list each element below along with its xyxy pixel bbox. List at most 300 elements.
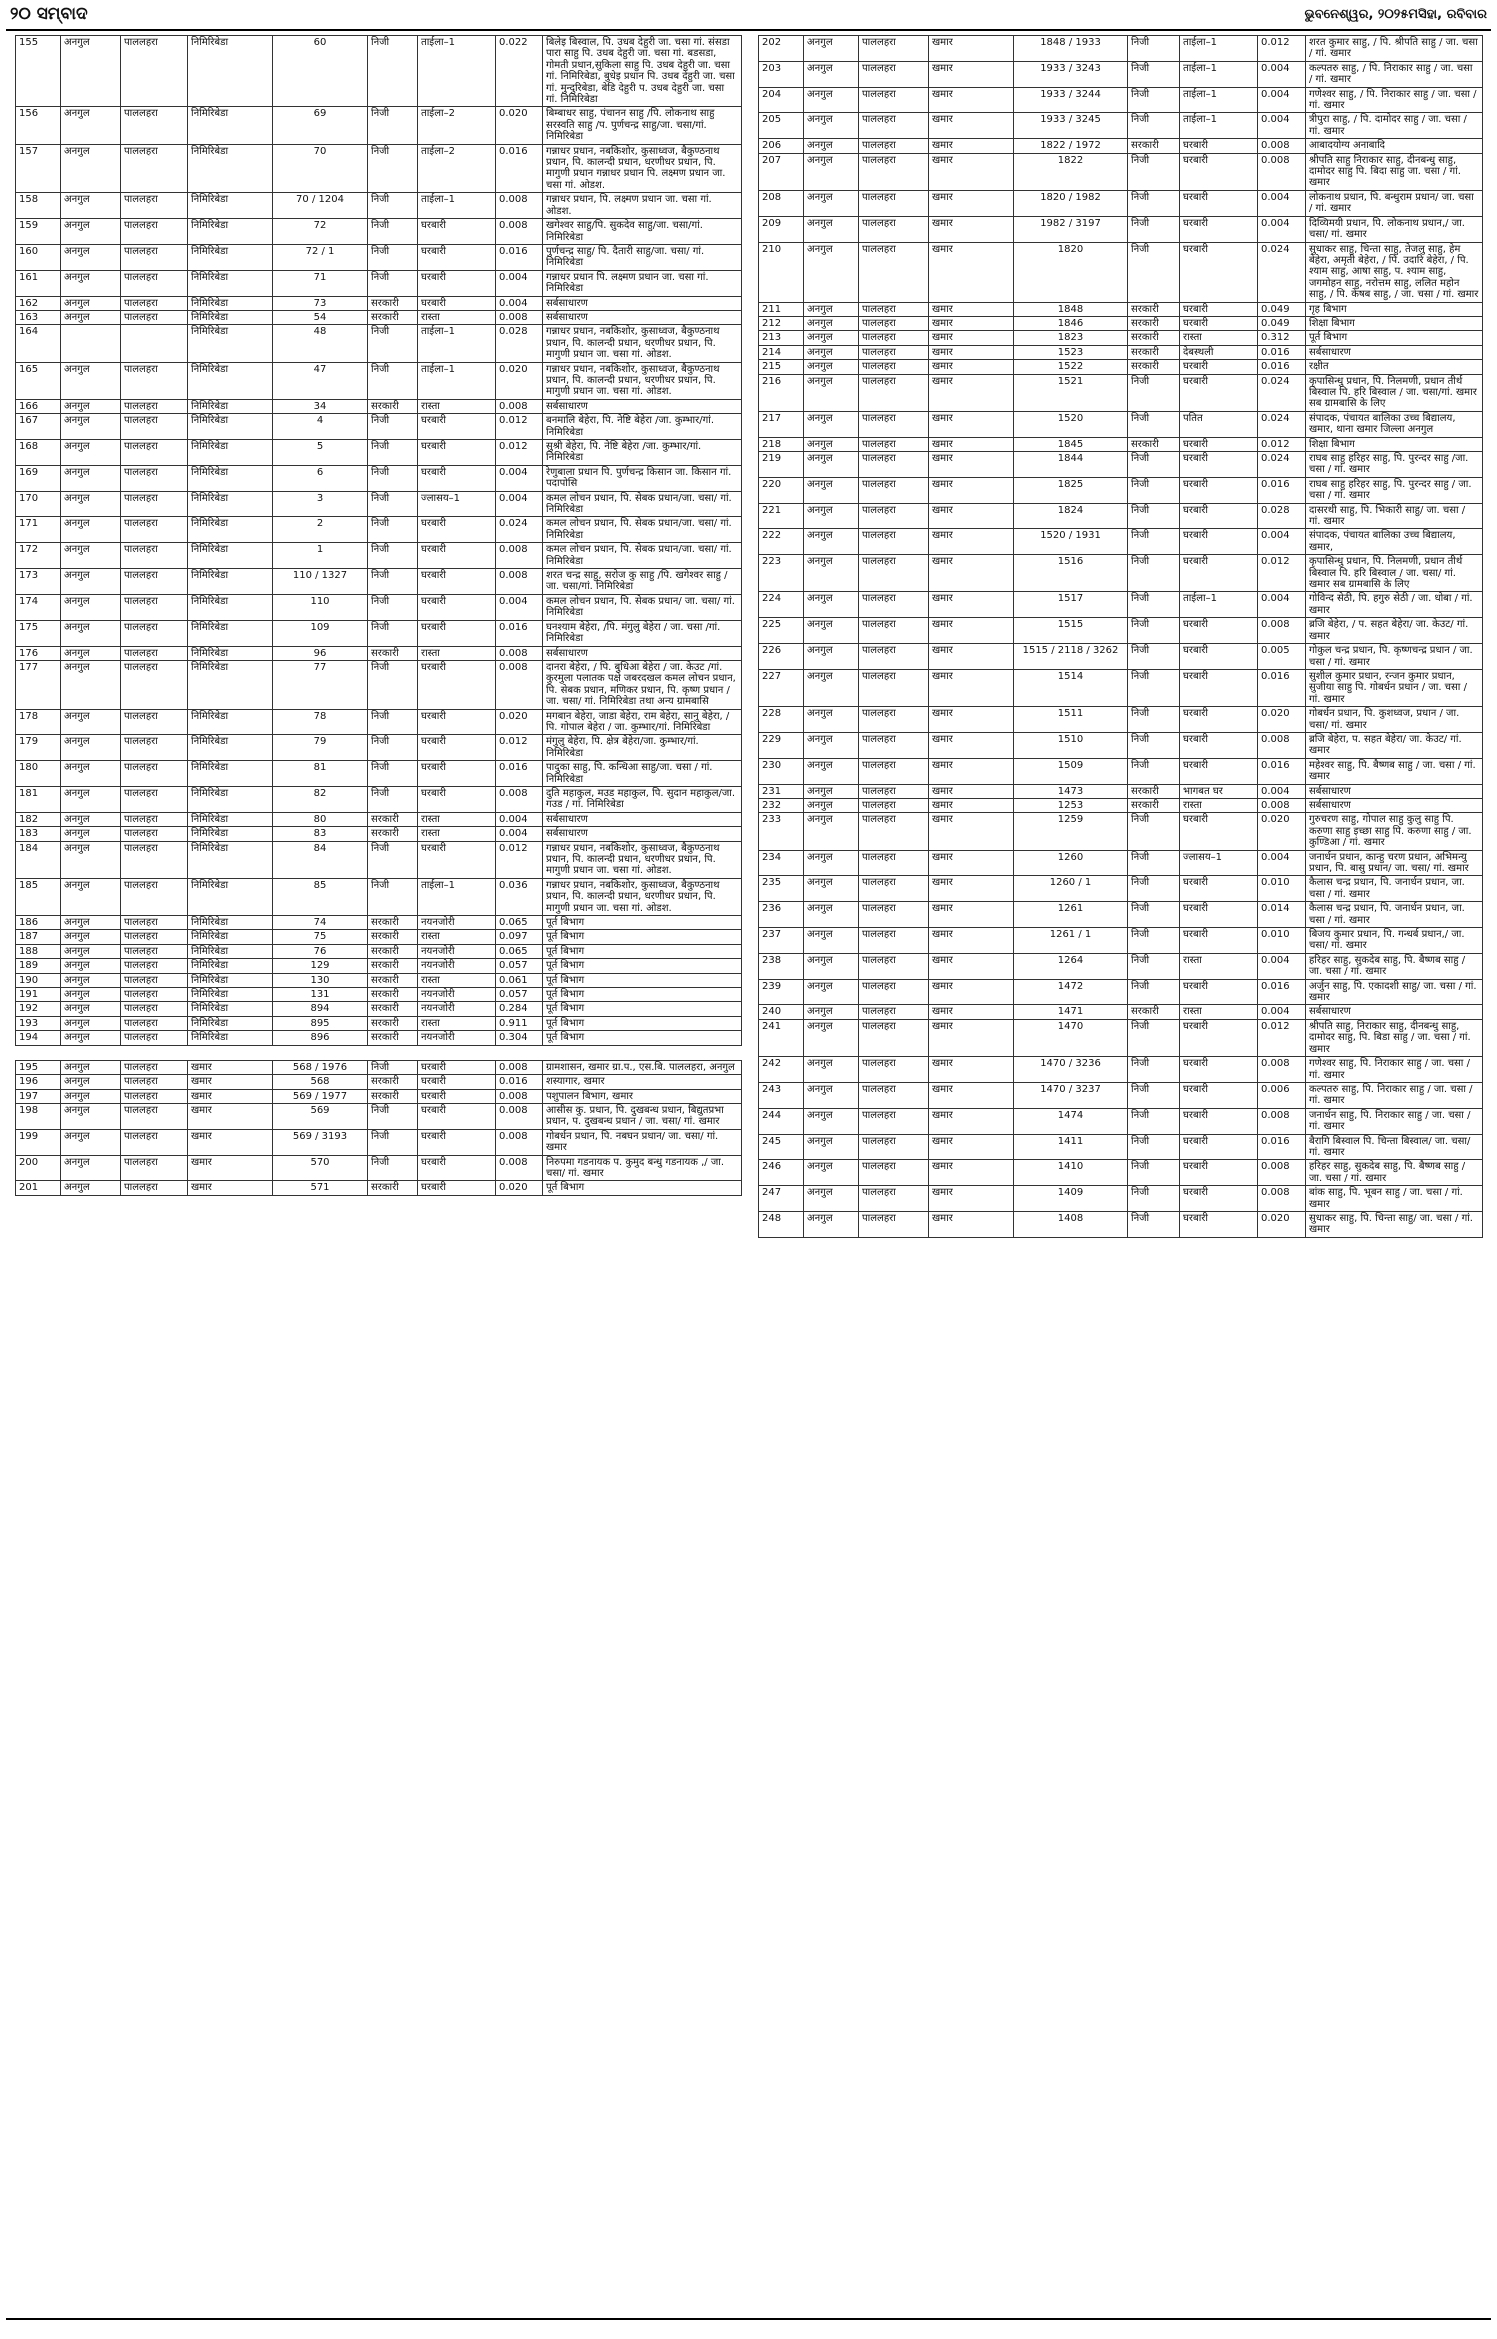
serial-no-cell: 166 bbox=[16, 399, 61, 413]
mouza-cell: खमार bbox=[929, 669, 1014, 706]
serial-no-cell: 234 bbox=[759, 850, 804, 876]
mouza-cell: खमार bbox=[188, 1075, 273, 1089]
land-class-cell: रास्ता bbox=[418, 399, 496, 413]
ownership-cell: सरकारी bbox=[368, 1181, 418, 1195]
area-cell: 0.012 bbox=[1258, 1019, 1306, 1056]
land-class-cell: घरबारी bbox=[418, 440, 496, 466]
serial-no-cell: 190 bbox=[16, 973, 61, 987]
tahasil-cell: पाललहरा bbox=[859, 1186, 929, 1212]
table-row bbox=[759, 113, 1483, 139]
table-row bbox=[759, 979, 1483, 1005]
land-class-cell: घरबारी bbox=[1180, 876, 1258, 902]
district-cell: अनगुल bbox=[804, 374, 859, 411]
district-cell: अनगुल bbox=[804, 953, 859, 979]
area-cell: 0.004 bbox=[1258, 216, 1306, 242]
serial-no-cell: 245 bbox=[759, 1134, 804, 1160]
ownership-cell: निजी bbox=[368, 414, 418, 440]
plot-no-cell: 130 bbox=[273, 973, 368, 987]
serial-no-cell: 231 bbox=[759, 784, 804, 798]
tahasil-cell: पाललहरा bbox=[859, 1160, 929, 1186]
district-cell: अनगुल bbox=[804, 1005, 859, 1019]
mouza-cell: निमिरिबेडा bbox=[188, 973, 273, 987]
ownership-cell: निजी bbox=[368, 620, 418, 646]
ownership-cell: सरकारी bbox=[368, 973, 418, 987]
table-row bbox=[759, 1134, 1483, 1160]
mouza-cell: खमार bbox=[929, 477, 1014, 503]
mouza-cell: निमिरिबेडा bbox=[188, 244, 273, 270]
district-cell: अनगुल bbox=[804, 411, 859, 437]
area-cell: 0.016 bbox=[496, 144, 543, 193]
tahasil-cell: पाललहरा bbox=[121, 1002, 188, 1016]
tahasil-cell: पाललहरा bbox=[859, 302, 929, 316]
plot-no-cell: 1411 bbox=[1014, 1134, 1128, 1160]
table-row bbox=[16, 193, 742, 219]
mouza-cell: खमार bbox=[929, 1211, 1014, 1237]
table-row bbox=[759, 555, 1483, 592]
owner-details-cell: बिलेइ बिस्वाल, पि. उधब देहुरी जा. चसा गां. संसडा पारा साहु पि. उधब देहुरी जा. चसा गां. बडसडा, गोमती प्रधान,सुकिला साहु पि. उधब देहुरी जा. चसा गां. निमिरिबेडा, बुधेइ प्रधान पि. उधब देहुरी जा. चसा गां. मुन्दुरिबेडा, बेडि देहुरी प. उधब देहुरी जा. चसा गां. निमिरिबेडा bbox=[543, 36, 742, 107]
land-class-cell: घरबारी bbox=[418, 219, 496, 245]
district-cell: अनगुल bbox=[61, 930, 121, 944]
owner-details-cell: घनश्याम बेहेरा, /पि. मंगुलु बेहेरा / जा. चसा /गां. निमिरिबेडा bbox=[543, 620, 742, 646]
table-row bbox=[759, 1019, 1483, 1056]
mouza-cell: खमार bbox=[929, 139, 1014, 153]
serial-no-cell: 229 bbox=[759, 732, 804, 758]
plot-no-cell: 74 bbox=[273, 916, 368, 930]
serial-no-cell: 191 bbox=[16, 988, 61, 1002]
tahasil-cell: पाललहरा bbox=[121, 646, 188, 660]
mouza-cell: खमार bbox=[929, 529, 1014, 555]
ownership-cell: निजी bbox=[1128, 1186, 1180, 1212]
serial-no-cell: 247 bbox=[759, 1186, 804, 1212]
owner-details-cell: गोबर्धन प्रधान, पि. कुशध्वज, प्रधान / जा. चसा/ गां. खमार bbox=[1306, 707, 1483, 733]
owner-details-cell: सर्बसाधारण bbox=[543, 812, 742, 826]
table-row bbox=[759, 953, 1483, 979]
mouza-cell: खमार bbox=[929, 452, 1014, 478]
table-row bbox=[759, 732, 1483, 758]
district-cell: अनगुल bbox=[61, 1075, 121, 1089]
serial-no-cell: 171 bbox=[16, 517, 61, 543]
area-cell: 0.020 bbox=[496, 1181, 543, 1195]
area-cell: 0.024 bbox=[1258, 242, 1306, 302]
land-class-cell: रास्ता bbox=[418, 1016, 496, 1030]
ownership-cell: निजी bbox=[368, 543, 418, 569]
mouza-cell: खमार bbox=[929, 190, 1014, 216]
serial-no-cell: 181 bbox=[16, 786, 61, 812]
ownership-cell: निजी bbox=[1128, 374, 1180, 411]
land-class-cell: नयनजोरी bbox=[418, 959, 496, 973]
owner-details-cell: कमल लोचन प्रधान, पि. सेबक प्रधान/ जा. चसा/ गां. निमिरिबेडा bbox=[543, 594, 742, 620]
plot-no-cell: 1933 / 3244 bbox=[1014, 87, 1128, 113]
left-column bbox=[15, 35, 741, 1196]
ownership-cell: निजी bbox=[1128, 1211, 1180, 1237]
land-class-cell: रास्ता bbox=[418, 812, 496, 826]
plot-no-cell: 110 bbox=[273, 594, 368, 620]
owner-details-cell: गोकुल चन्द्र प्रधान, पि. कृष्णचन्द्र प्रधान / जा. चसा / गां. खमार bbox=[1306, 644, 1483, 670]
ownership-cell: निजी bbox=[368, 144, 418, 193]
mouza-cell: खमार bbox=[929, 979, 1014, 1005]
serial-no-cell: 225 bbox=[759, 618, 804, 644]
ownership-cell: सरकारी bbox=[1128, 784, 1180, 798]
area-cell: 0.008 bbox=[1258, 618, 1306, 644]
ownership-cell: सरकारी bbox=[368, 916, 418, 930]
table-row bbox=[16, 569, 742, 595]
mouza-cell: निमिरिबेडा bbox=[188, 944, 273, 958]
land-class-cell: ताईला–1 bbox=[1180, 87, 1258, 113]
tahasil-cell: पाललहरा bbox=[121, 812, 188, 826]
land-class-cell: भागबत घर bbox=[1180, 784, 1258, 798]
area-cell: 0.020 bbox=[1258, 1211, 1306, 1237]
ownership-cell: निजी bbox=[368, 193, 418, 219]
table-row bbox=[16, 1181, 742, 1195]
ownership-cell: निजी bbox=[1128, 669, 1180, 706]
serial-no-cell: 232 bbox=[759, 798, 804, 812]
plot-no-cell: 1408 bbox=[1014, 1211, 1128, 1237]
area-cell: 0.016 bbox=[1258, 758, 1306, 784]
mouza-cell: खमार bbox=[929, 1160, 1014, 1186]
land-class-cell: नयनजोरी bbox=[418, 944, 496, 958]
land-class-cell: घरबारी bbox=[1180, 1082, 1258, 1108]
table-row bbox=[16, 930, 742, 944]
district-cell: अनगुल bbox=[61, 1016, 121, 1030]
ownership-cell: निजी bbox=[1128, 1134, 1180, 1160]
serial-no-cell: 192 bbox=[16, 1002, 61, 1016]
district-cell: अनगुल bbox=[804, 707, 859, 733]
serial-no-cell: 221 bbox=[759, 503, 804, 529]
tahasil-cell: पाललहरा bbox=[859, 411, 929, 437]
tahasil-cell: पाललहरा bbox=[121, 440, 188, 466]
area-cell: 0.008 bbox=[1258, 1108, 1306, 1134]
district-cell: अनगुल bbox=[61, 1031, 121, 1045]
serial-no-cell: 206 bbox=[759, 139, 804, 153]
tahasil-cell: पाललहरा bbox=[121, 543, 188, 569]
owner-details-cell: सुधाकर साहु, पि. चिन्ता साहु/ जा. चसा / गां. खमार bbox=[1306, 1211, 1483, 1237]
land-class-cell: घरबारी bbox=[1180, 529, 1258, 555]
owner-details-cell: बिजय कुमार प्रधान, पि. गन्धर्ब प्रधान,/ जा. चसा/ गां. खमार bbox=[1306, 928, 1483, 954]
area-cell: 0.024 bbox=[1258, 452, 1306, 478]
mouza-cell: खमार bbox=[929, 360, 1014, 374]
mouza-cell: निमिरिबेडा bbox=[188, 646, 273, 660]
land-class-cell: रास्ता bbox=[1180, 1005, 1258, 1019]
mouza-cell: खमार bbox=[929, 902, 1014, 928]
ownership-cell: निजी bbox=[368, 569, 418, 595]
mouza-cell: निमिरिबेडा bbox=[188, 107, 273, 144]
serial-no-cell: 156 bbox=[16, 107, 61, 144]
land-class-cell: घरबारी bbox=[1180, 503, 1258, 529]
area-cell: 0.004 bbox=[496, 594, 543, 620]
area-cell: 0.016 bbox=[1258, 1134, 1306, 1160]
serial-no-cell: 218 bbox=[759, 437, 804, 451]
district-cell: अनगुल bbox=[804, 850, 859, 876]
serial-no-cell: 167 bbox=[16, 414, 61, 440]
plot-no-cell: 131 bbox=[273, 988, 368, 1002]
table-row bbox=[759, 87, 1483, 113]
plot-no-cell: 3 bbox=[273, 491, 368, 517]
area-cell: 0.008 bbox=[1258, 1160, 1306, 1186]
district-cell: अनगुल bbox=[804, 928, 859, 954]
mouza-cell: खमार bbox=[929, 758, 1014, 784]
ownership-cell: निजी bbox=[368, 735, 418, 761]
table-row bbox=[759, 477, 1483, 503]
plot-no-cell: 96 bbox=[273, 646, 368, 660]
table-row bbox=[16, 827, 742, 841]
mouza-cell: खमार bbox=[929, 732, 1014, 758]
owner-details-cell: महेश्वर साहु, पि. बैष्णब साहु / जा. चसा / गां. खमार bbox=[1306, 758, 1483, 784]
serial-no-cell: 237 bbox=[759, 928, 804, 954]
ownership-cell: निजी bbox=[1128, 928, 1180, 954]
serial-no-cell: 196 bbox=[16, 1075, 61, 1089]
table-row bbox=[16, 1031, 742, 1045]
land-records-table-left bbox=[15, 35, 742, 1196]
tahasil-cell: पाललहरा bbox=[121, 959, 188, 973]
ownership-cell: निजी bbox=[368, 878, 418, 915]
tahasil-cell: पाललहरा bbox=[859, 345, 929, 359]
table-row bbox=[759, 360, 1483, 374]
tahasil-cell: पाललहरा bbox=[121, 1155, 188, 1181]
plot-no-cell: 1522 bbox=[1014, 360, 1128, 374]
land-class-cell: घरबारी bbox=[418, 465, 496, 491]
land-class-cell: घरबारी bbox=[1180, 669, 1258, 706]
land-class-cell: ताईला–1 bbox=[1180, 592, 1258, 618]
area-cell: 0.284 bbox=[496, 1002, 543, 1016]
area-cell: 0.028 bbox=[1258, 503, 1306, 529]
table-row bbox=[759, 411, 1483, 437]
tahasil-cell: पाललहरा bbox=[859, 331, 929, 345]
serial-no-cell: 217 bbox=[759, 411, 804, 437]
plot-no-cell: 1820 / 1982 bbox=[1014, 190, 1128, 216]
district-cell: अनगुल bbox=[61, 735, 121, 761]
serial-no-cell: 198 bbox=[16, 1103, 61, 1129]
plot-no-cell: 1410 bbox=[1014, 1160, 1128, 1186]
mouza-cell: खमार bbox=[929, 437, 1014, 451]
ownership-cell: निजी bbox=[368, 709, 418, 735]
district-cell: अनगुल bbox=[61, 362, 121, 399]
area-cell: 0.012 bbox=[496, 841, 543, 878]
owner-details-cell: शिक्षा बिभाग bbox=[1306, 437, 1483, 451]
ownership-cell: निजी bbox=[1128, 216, 1180, 242]
table-row bbox=[759, 242, 1483, 302]
district-cell: अनगुल bbox=[804, 876, 859, 902]
owner-details-cell: पूर्त बिभाग bbox=[543, 988, 742, 1002]
table-row bbox=[759, 1186, 1483, 1212]
owner-details-cell: गणेश्वर साहु, / पि. निराकार साहु / जा. चसा / गां. खमार bbox=[1306, 87, 1483, 113]
mouza-cell: निमिरिबेडा bbox=[188, 841, 273, 878]
owner-details-cell: बनमालि बेहेरा, पि. नेष्टि बेहेरा /जा. कुम्भार/गां. निमिरिबेडा bbox=[543, 414, 742, 440]
plot-no-cell: 1261 bbox=[1014, 902, 1128, 928]
table-row bbox=[16, 440, 742, 466]
tahasil-cell: पाललहरा bbox=[121, 878, 188, 915]
tahasil-cell: पाललहरा bbox=[859, 850, 929, 876]
serial-no-cell: 164 bbox=[16, 325, 61, 362]
ownership-cell: निजी bbox=[1128, 1082, 1180, 1108]
plot-no-cell: 1825 bbox=[1014, 477, 1128, 503]
land-class-cell: घरबारी bbox=[418, 244, 496, 270]
tahasil-cell: पाललहरा bbox=[859, 953, 929, 979]
mouza-cell: खमार bbox=[929, 850, 1014, 876]
district-cell: अनगुल bbox=[804, 36, 859, 62]
land-class-cell: घरबारी bbox=[1180, 1108, 1258, 1134]
table-row bbox=[16, 1103, 742, 1129]
area-cell: 0.012 bbox=[1258, 437, 1306, 451]
land-class-cell: नयनजोरी bbox=[418, 988, 496, 1002]
tahasil-cell: पाललहरा bbox=[859, 555, 929, 592]
plot-no-cell: 75 bbox=[273, 930, 368, 944]
district-cell: अनगुल bbox=[61, 812, 121, 826]
ownership-cell: निजी bbox=[1128, 732, 1180, 758]
table-gap-row bbox=[16, 1045, 742, 1060]
tahasil-cell: पाललहरा bbox=[859, 242, 929, 302]
owner-details-cell: कृपासिन्धु प्रधान, पि. निलमणी, प्रधान तीर्थ बिस्वाल पि. हरि बिस्वाल / जा. चसा/गां. खमार सब ग्रामबासि के लिए bbox=[1306, 374, 1483, 411]
ownership-cell: निजी bbox=[368, 594, 418, 620]
owner-details-cell: रक्षीत bbox=[1306, 360, 1483, 374]
land-class-cell: घरबारी bbox=[418, 1075, 496, 1089]
mouza-cell: निमिरिबेडा bbox=[188, 735, 273, 761]
serial-no-cell: 200 bbox=[16, 1155, 61, 1181]
footer-rule bbox=[6, 2318, 1491, 2320]
district-cell: अनगुल bbox=[61, 594, 121, 620]
district-cell: अनगुल bbox=[61, 786, 121, 812]
land-class-cell: घरबारी bbox=[1180, 316, 1258, 330]
table-row bbox=[759, 345, 1483, 359]
land-class-cell: घरबारी bbox=[418, 786, 496, 812]
ownership-cell: निजी bbox=[1128, 644, 1180, 670]
district-cell: अनगुल bbox=[804, 302, 859, 316]
ownership-cell: निजी bbox=[1128, 529, 1180, 555]
ownership-cell: सरकारी bbox=[368, 827, 418, 841]
ownership-cell: निजी bbox=[368, 362, 418, 399]
plot-no-cell: 84 bbox=[273, 841, 368, 878]
tahasil-cell: पाललहरा bbox=[859, 139, 929, 153]
mouza-cell: निमिरिबेडा bbox=[188, 296, 273, 310]
owner-details-cell: पूर्त बिभाग bbox=[543, 916, 742, 930]
plot-no-cell: 1474 bbox=[1014, 1108, 1128, 1134]
plot-no-cell: 569 bbox=[273, 1103, 368, 1129]
tahasil-cell: पाललहरा bbox=[859, 529, 929, 555]
area-cell: 0.061 bbox=[496, 973, 543, 987]
ownership-cell: सरकारी bbox=[1128, 345, 1180, 359]
mouza-cell: निमिरिबेडा bbox=[188, 219, 273, 245]
plot-no-cell: 896 bbox=[273, 1031, 368, 1045]
district-cell: अनगुल bbox=[61, 569, 121, 595]
table-row bbox=[759, 36, 1483, 62]
land-class-cell: घरबारी bbox=[1180, 139, 1258, 153]
ownership-cell: निजी bbox=[1128, 1019, 1180, 1056]
tahasil-cell: पाललहरा bbox=[121, 1060, 188, 1074]
land-class-cell: घरबारी bbox=[1180, 374, 1258, 411]
area-cell: 0.004 bbox=[1258, 529, 1306, 555]
serial-no-cell: 197 bbox=[16, 1089, 61, 1103]
land-class-cell: रास्ता bbox=[418, 973, 496, 987]
mouza-cell: खमार bbox=[929, 113, 1014, 139]
land-class-cell: घरबारी bbox=[1180, 477, 1258, 503]
ownership-cell: सरकारी bbox=[368, 1089, 418, 1103]
owner-details-cell: कृपासिन्धु प्रधान, पि. निलमणी, प्रधान तीर्थ बिस्वाल पि. हरि बिस्वाल / जा. चसा/ गां. खमार सब ग्रामबासि के लिए bbox=[1306, 555, 1483, 592]
district-cell: अनगुल bbox=[61, 646, 121, 660]
plot-no-cell: 110 / 1327 bbox=[273, 569, 368, 595]
area-cell: 0.020 bbox=[496, 362, 543, 399]
plot-no-cell: 1472 bbox=[1014, 979, 1128, 1005]
plot-no-cell: 54 bbox=[273, 310, 368, 324]
ownership-cell: निजी bbox=[368, 325, 418, 362]
ownership-cell: निजी bbox=[368, 517, 418, 543]
tahasil-cell: पाललहरा bbox=[859, 928, 929, 954]
plot-no-cell: 69 bbox=[273, 107, 368, 144]
table-row bbox=[759, 592, 1483, 618]
tahasil-cell: पाललहरा bbox=[121, 144, 188, 193]
plot-no-cell: 1409 bbox=[1014, 1186, 1128, 1212]
serial-no-cell: 173 bbox=[16, 569, 61, 595]
district-cell: अनगुल bbox=[804, 1057, 859, 1083]
ownership-cell: निजी bbox=[1128, 850, 1180, 876]
area-cell: 0.012 bbox=[496, 414, 543, 440]
district-cell: अनगुल bbox=[804, 153, 859, 190]
district-cell bbox=[61, 325, 121, 362]
district-cell: अनगुल bbox=[804, 345, 859, 359]
plot-no-cell: 1822 / 1972 bbox=[1014, 139, 1128, 153]
tahasil-cell: पाललहरा bbox=[859, 902, 929, 928]
land-class-cell: घरबारी bbox=[418, 841, 496, 878]
ownership-cell: निजी bbox=[1128, 813, 1180, 850]
tahasil-cell: पाललहरा bbox=[859, 876, 929, 902]
owner-details-cell: सुश्री बेहेरा, पि. नेष्टि बेहेरा /जा. कुम्भार/गां. निमिरिबेडा bbox=[543, 440, 742, 466]
tahasil-cell: पाललहरा bbox=[859, 798, 929, 812]
plot-no-cell: 6 bbox=[273, 465, 368, 491]
district-cell: अनगुल bbox=[61, 1089, 121, 1103]
owner-details-cell: हरिहर साहु, सुकदेब साहु, पि. बैष्णब साहु / जा. चसा / गां. खमार bbox=[1306, 1160, 1483, 1186]
ownership-cell: निजी bbox=[368, 36, 418, 107]
district-cell: अनगुल bbox=[804, 784, 859, 798]
mouza-cell: निमिरिबेडा bbox=[188, 916, 273, 930]
mouza-cell: खमार bbox=[929, 928, 1014, 954]
district-cell: अनगुल bbox=[804, 1019, 859, 1056]
owner-details-cell: ग्रामशासन, खमार ग्रा.प., एस.बि. पाललहरा, अनगुल bbox=[543, 1060, 742, 1074]
mouza-cell: खमार bbox=[929, 1134, 1014, 1160]
ownership-cell: निजी bbox=[1128, 707, 1180, 733]
area-cell: 0.004 bbox=[1258, 1005, 1306, 1019]
owner-details-cell: सर्बसाधारण bbox=[543, 646, 742, 660]
serial-no-cell: 159 bbox=[16, 219, 61, 245]
table-row bbox=[759, 216, 1483, 242]
area-cell: 0.004 bbox=[1258, 61, 1306, 87]
owner-details-cell: पूर्त बिभाग bbox=[543, 1016, 742, 1030]
ownership-cell: सरकारी bbox=[368, 988, 418, 1002]
owner-details-cell: संपादक, पंचायत बालिका उच्च बिद्यालय, खमार, थाना खमार जिल्ला अनगुल bbox=[1306, 411, 1483, 437]
district-cell: अनगुल bbox=[61, 399, 121, 413]
area-cell: 0.065 bbox=[496, 944, 543, 958]
serial-no-cell: 184 bbox=[16, 841, 61, 878]
area-cell: 0.008 bbox=[496, 399, 543, 413]
plot-no-cell: 1520 bbox=[1014, 411, 1128, 437]
table-row bbox=[16, 709, 742, 735]
owner-details-cell: जनार्धन प्रधान, कान्हु चरण प्रधान, अभिमन्यु प्रधान, पि. बासु प्रधान/ जा. चसा/ गां. खमार bbox=[1306, 850, 1483, 876]
table-row bbox=[759, 529, 1483, 555]
area-cell: 0.004 bbox=[496, 465, 543, 491]
serial-no-cell: 185 bbox=[16, 878, 61, 915]
area-cell: 0.004 bbox=[1258, 87, 1306, 113]
table-row bbox=[16, 310, 742, 324]
ownership-cell: सरकारी bbox=[368, 1031, 418, 1045]
mouza-cell: निमिरिबेडा bbox=[188, 786, 273, 812]
serial-no-cell: 224 bbox=[759, 592, 804, 618]
table-row bbox=[16, 543, 742, 569]
owner-details-cell: ब्रजि बेहेरा, प. सहत बेहेरा/ जा. केउट/ गां. खमार bbox=[1306, 732, 1483, 758]
serial-no-cell: 183 bbox=[16, 827, 61, 841]
serial-no-cell: 176 bbox=[16, 646, 61, 660]
plot-no-cell: 77 bbox=[273, 660, 368, 709]
owner-details-cell: निरुपमा गडनायक प. कुमुद बन्धु गडनायक ,/ जा. चसा/ गां. खमार bbox=[543, 1155, 742, 1181]
plot-no-cell: 1260 bbox=[1014, 850, 1128, 876]
owner-details-cell: हरिहर साहु, सुकदेब साहु, पि. बैष्णब साहु / जा. चसा / गां. खमार bbox=[1306, 953, 1483, 979]
ownership-cell: सरकारी bbox=[368, 1016, 418, 1030]
